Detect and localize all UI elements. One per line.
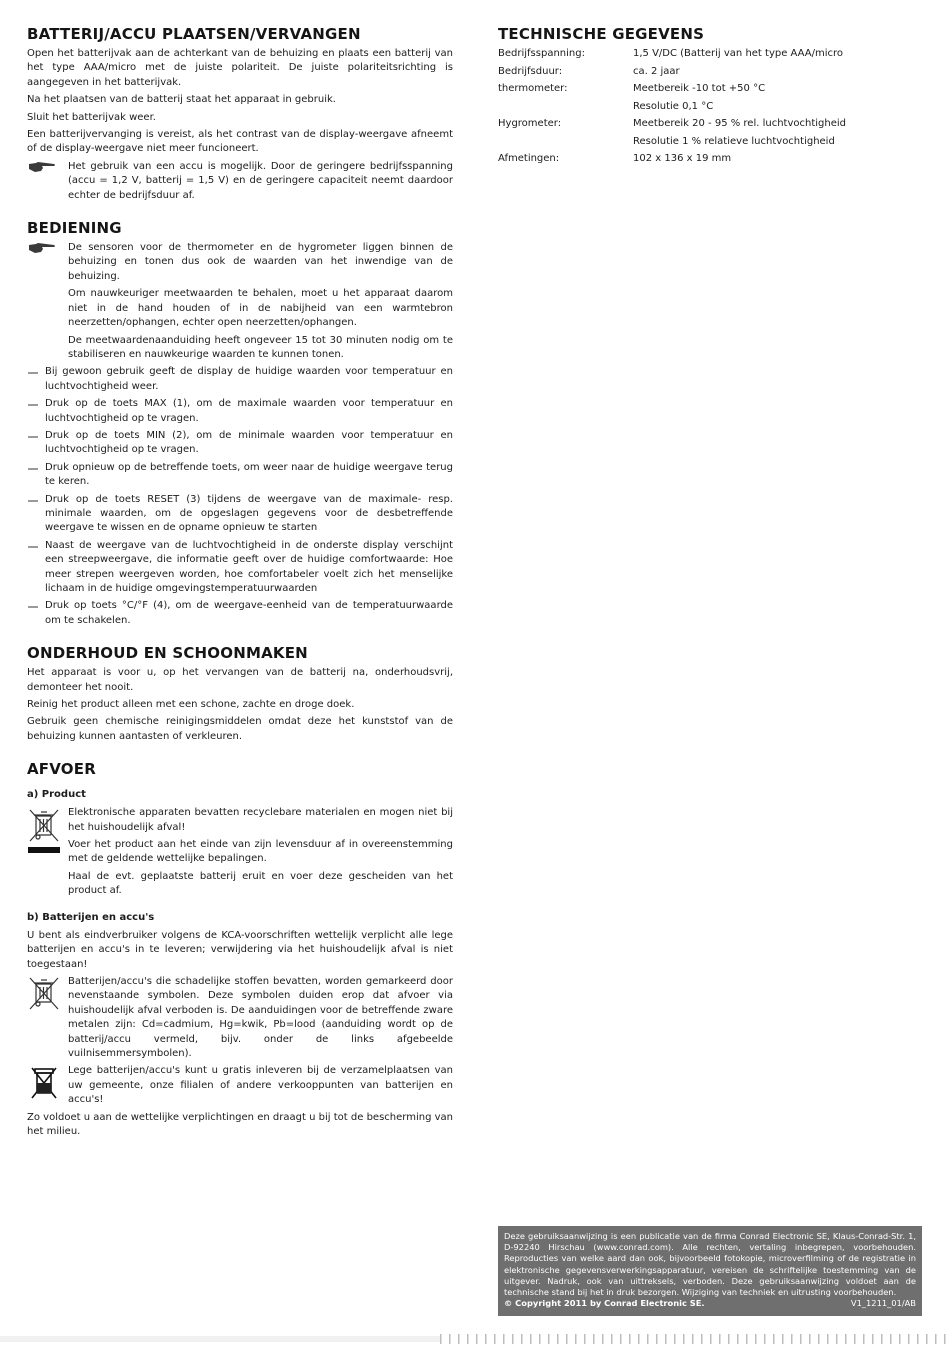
- list-item-text: Druk op de toets RESET (3) tijdens de weergave van de maximale- resp. minimale waarden, om de opgeslagen gegevens voor de desbetreffende weergave te wissen en de opname opnieuw te starten: [45, 493, 453, 534]
- battery-paragraph: Een batterijvervanging is vereist, als het contrast van de display-weergave afneemt of de display-weergave niet meer funcioneert.: [27, 129, 453, 155]
- registration-tick: [611, 1334, 613, 1344]
- registration-tick: [746, 1334, 748, 1344]
- battery-paragraph: Open het batterijvak aan de achterkant van de behuizing en plaats een batterij van het type AAA/micro met de juiste polariteit. De juiste polariteitsrichting is aangegeven in het batterijvak.: [27, 48, 453, 88]
- battery-symbols-block: [27, 975, 453, 1061]
- tech-row: [498, 80, 923, 98]
- registration-tick: [548, 1334, 550, 1344]
- registration-tick: [737, 1334, 739, 1344]
- pointing-hand-icon: [28, 242, 56, 254]
- right-column: [498, 24, 923, 168]
- list-item: [27, 599, 453, 628]
- registration-tick: [881, 1334, 883, 1344]
- battery-disposal-intro: U bent als eindverbruiker volgens de KCA-voorschriften wettelijk verplicht alle lege batterijen en accu's in te leveren; verwijdering via het huishoudelijk afval is niet toegestaan!: [27, 929, 453, 970]
- registration-tick: [539, 1334, 541, 1344]
- battery-disposal-subheading: b) Batterijen en accu's: [27, 911, 155, 923]
- print-registration-strip: [0, 1333, 950, 1345]
- crossed-out-wheelie-bin-icon: [27, 807, 61, 855]
- registration-tick: [791, 1334, 793, 1344]
- maintenance-section: [27, 643, 453, 744]
- registration-tick: [656, 1334, 658, 1344]
- tech-row: [498, 115, 923, 133]
- registration-tick: [890, 1334, 892, 1344]
- registration-tick: [467, 1334, 469, 1344]
- operation-list: [27, 365, 453, 628]
- registration-tick: [863, 1334, 865, 1344]
- registration-tick: [782, 1334, 784, 1344]
- registration-tick: [692, 1334, 694, 1344]
- registration-tick: [593, 1334, 595, 1344]
- registration-tick: [719, 1334, 721, 1344]
- operation-section: [27, 218, 453, 628]
- battery-note: [27, 160, 453, 203]
- copyright-notice: © Copyright 2011 by Conrad Electronic SE.: [504, 1298, 705, 1309]
- version-code: V1_1211_01/AB: [850, 1298, 916, 1309]
- battery-section: [27, 24, 453, 203]
- battery-symbols-text: Batterijen/accu's die schadelijke stoffen bevatten, worden gemarkeerd door nevenstaande symbolen. Deze symbolen duiden erop dat afvoer via huishoudelijk afval verboden is. De aanduidingen voor de betreffende zware metalen zijn: Cd=cadmium, Hg=kwik, Pb=lood (aanduiding wordt op de batterij/accu vermeld, bijv. onder de links afgebeelde vuilnisemmersymbolen).: [68, 975, 453, 1059]
- registration-tick: [602, 1334, 604, 1344]
- battery-paragraph: Na het plaatsen van de batterij staat het apparaat in gebruik.: [27, 94, 336, 106]
- registration-tick: [800, 1334, 802, 1344]
- tech-key: Bedrijfsspanning:: [498, 48, 585, 59]
- tech-value: 102 x 136 x 19 mm: [633, 153, 732, 164]
- tech-row: [498, 45, 923, 63]
- registration-tick: [836, 1334, 838, 1344]
- registration-tick: [575, 1334, 577, 1344]
- registration-tick: [710, 1334, 712, 1344]
- registration-tick: [818, 1334, 820, 1344]
- left-column: [27, 24, 453, 1154]
- registration-tick: [674, 1334, 676, 1344]
- registration-tick: [773, 1334, 775, 1344]
- registration-tick: [872, 1334, 874, 1344]
- registration-tick: [584, 1334, 586, 1344]
- registration-tick: [809, 1334, 811, 1344]
- battery-note-text: Het gebruik van een accu is mogelijk. Door de geringere bedrijfsspanning (accu = 1,2 V, batterij = 1,5 V) en de geringere capaciteit neemt daardoor echter de bedrijfsduur af.: [68, 160, 453, 201]
- registration-tick: [845, 1334, 847, 1344]
- tech-value: Meetbereik -10 tot +50 °C: [633, 83, 766, 94]
- tech-value: Meetbereik 20 - 95 % rel. luchtvochtigheid: [633, 118, 847, 129]
- registration-tick: [440, 1334, 442, 1344]
- tech-key: [498, 98, 633, 116]
- maintenance-paragraph: Gebruik geen chemische reinigingsmiddelen omdat deze het kunststof van de behuizing kunnen aantasten of verkleuren.: [27, 716, 453, 742]
- registration-tick: [566, 1334, 568, 1344]
- list-item-text: Naast de weergave van de luchtvochtigheid in de onderste display verschijnt een streepweergave, die informatie geeft over de huidige comfortwaarde: Hoe meer strepen weergeven worden, hoe comfortabeler voelt zich het menselijke lichaam in de huidige omgevingstemperatuurwaarden: [45, 539, 453, 594]
- list-item-text: Druk op de toets MIN (2), om de minimale waarden voor temperatuur en luchtvochtigheid op te vragen.: [45, 429, 453, 456]
- tech-key: Hygrometer:: [498, 118, 562, 129]
- crossed-out-bin-icon: [27, 1065, 61, 1101]
- registration-tick: [665, 1334, 667, 1344]
- list-item: [27, 493, 453, 536]
- crossed-out-bin-icon: [27, 976, 61, 1012]
- tech-key: [498, 133, 633, 151]
- registration-tick: [449, 1334, 451, 1344]
- battery-return-text: Lege batterijen/accu's kunt u gratis inleveren bij de verzamelplaatsen van uw gemeente, onze filialen of andere verkooppunten van batterijen en accu's!: [68, 1065, 453, 1106]
- list-item-text: Druk op de toets MAX (1), om de maximale waarden voor temperatuur en luchtvochtigheid op te vragen.: [45, 398, 453, 424]
- operation-note: [27, 241, 453, 362]
- tech-row: [498, 98, 923, 116]
- disposal-heading: AFVOER: [27, 760, 96, 779]
- registration-tick: [755, 1334, 757, 1344]
- registration-tick: [908, 1334, 910, 1344]
- registration-tick: [620, 1334, 622, 1344]
- registration-tick: [638, 1334, 640, 1344]
- imprint-footer-line: [504, 1298, 916, 1309]
- list-item: [27, 365, 453, 394]
- tech-key: thermometer:: [498, 83, 568, 94]
- list-item: [27, 397, 453, 426]
- imprint-box: [498, 1226, 922, 1316]
- tech-section: [498, 24, 923, 168]
- registration-tick: [458, 1334, 460, 1344]
- registration-tick: [485, 1334, 487, 1344]
- product-disposal-text: Voer het product aan het einde van zijn levensduur af in overeenstemming met de geldende wettelijke bepalingen.: [68, 839, 453, 865]
- tech-value: 1,5 V/DC (Batterij van het type AAA/micro: [633, 48, 844, 59]
- operation-note-text: De meetwaardenaanduiding heeft ongeveer 15 tot 30 minuten nodig om te stabiliseren en nauwkeurige waarden te kunnen tonen.: [68, 334, 453, 360]
- registration-tick: [701, 1334, 703, 1344]
- tech-value: ca. 2 jaar: [633, 65, 680, 77]
- battery-return-block: [27, 1064, 453, 1107]
- tech-key: Afmetingen:: [498, 153, 560, 164]
- list-item-text: Druk op toets °C/°F (4), om de weergave-eenheid van de temperatuurwaarde om te schakelen.: [45, 600, 453, 626]
- product-subheading: a) Product: [27, 789, 86, 801]
- list-item-text: Druk opnieuw op de betreffende toets, om weer naar de huidige weergave terug te keren.: [45, 461, 453, 488]
- list-item: [27, 461, 453, 490]
- disposal-section: [27, 759, 453, 1139]
- operation-note-text: Om nauwkeuriger meetwaarden te behalen, moet u het apparaat daarom niet in de hand houden of in de nabijheid van een warmtebron neerzetten/ophangen, echter open neerzetten/ophangen.: [68, 288, 453, 329]
- imprint-text: Deze gebruiksaanwijzing is een publicatie van de firma Conrad Electronic SE, Klaus-Conrad-Str. 1, D-92240 Hirschau (www.conrad.com). Alle rechten, vertaling inbegrepen, voorbehouden. Reproducties van welke aard dan ook, bijvoorbeeld fotokopie, microverfilming of de registratie in elektronische gegevensverwerkingsapparatuur, vereisen de schriftelijke toestemming van de uitgever. Nadruk, ook van uittreksels, verboden. Deze gebruiksaanwijzing voldoet aan de technische stand bij het in druk bezorgen. Wijziging van techniek en uitrusting voorbehouden.: [504, 1231, 916, 1298]
- maintenance-paragraph: Het apparaat is voor u, op het vervangen van de batterij na, onderhoudsvrij, demonteer het nooit.: [27, 667, 453, 693]
- maintenance-heading: ONDERHOUD EN SCHOONMAKEN: [27, 644, 308, 663]
- tech-row: [498, 133, 923, 151]
- product-disposal-text: Elektronische apparaten bevatten recyclebare materialen en mogen niet bij het huishoudelijk afval!: [68, 807, 453, 833]
- battery-paragraph: Sluit het batterijvak weer.: [27, 111, 156, 123]
- registration-tick: [503, 1334, 505, 1344]
- operation-note-text: De sensoren voor de thermometer en de hygrometer liggen binnen de behuizing en tonen dus ook de waarden van het inwendige van de behuizing.: [68, 242, 453, 282]
- registration-tick: [926, 1334, 928, 1344]
- list-item: [27, 539, 453, 597]
- registration-tick: [728, 1334, 730, 1344]
- registration-tick: [854, 1334, 856, 1344]
- registration-tick: [944, 1334, 946, 1344]
- list-item: [27, 429, 453, 458]
- registration-tick: [683, 1334, 685, 1344]
- disposal-closing: Zo voldoet u aan de wettelijke verplichtingen en draagt u bij tot de bescherming van het milieu.: [27, 1111, 453, 1137]
- registration-tick: [494, 1334, 496, 1344]
- tech-value: Resolutie 1 % relatieve luchtvochtigheid: [633, 135, 835, 147]
- list-item-text: Bij gewoon gebruik geeft de display de huidige waarden voor temperatuur en luchtvochtigheid weer.: [45, 366, 453, 392]
- operation-heading: BEDIENING: [27, 219, 122, 238]
- registration-tick: [917, 1334, 919, 1344]
- registration-tick: [935, 1334, 937, 1344]
- registration-tick: [512, 1334, 514, 1344]
- registration-tick: [530, 1334, 532, 1344]
- maintenance-paragraph: Reinig het product alleen met een schone, zachte en droge doek.: [27, 699, 355, 711]
- tech-value: Resolutie 0,1 °C: [633, 100, 714, 112]
- tech-heading: TECHNISCHE GEGEVENS: [498, 25, 705, 43]
- tech-row: [498, 63, 923, 81]
- registration-tick: [899, 1334, 901, 1344]
- product-disposal: [27, 806, 453, 898]
- registration-tick: [629, 1334, 631, 1344]
- tech-row: [498, 150, 923, 168]
- pointing-hand-icon: [28, 161, 56, 173]
- registration-tick: [476, 1334, 478, 1344]
- registration-tick: [521, 1334, 523, 1344]
- product-disposal-text: Haal de evt. geplaatste batterij eruit en voer deze gescheiden van het product af.: [68, 870, 453, 897]
- registration-tick: [827, 1334, 829, 1344]
- registration-tick: [764, 1334, 766, 1344]
- battery-heading: BATTERIJ/ACCU PLAATSEN/VERVANGEN: [27, 25, 361, 43]
- tech-key: Bedrijfsduur:: [498, 65, 563, 77]
- tech-table: [498, 45, 923, 168]
- registration-tick: [647, 1334, 649, 1344]
- registration-tick: [557, 1334, 559, 1344]
